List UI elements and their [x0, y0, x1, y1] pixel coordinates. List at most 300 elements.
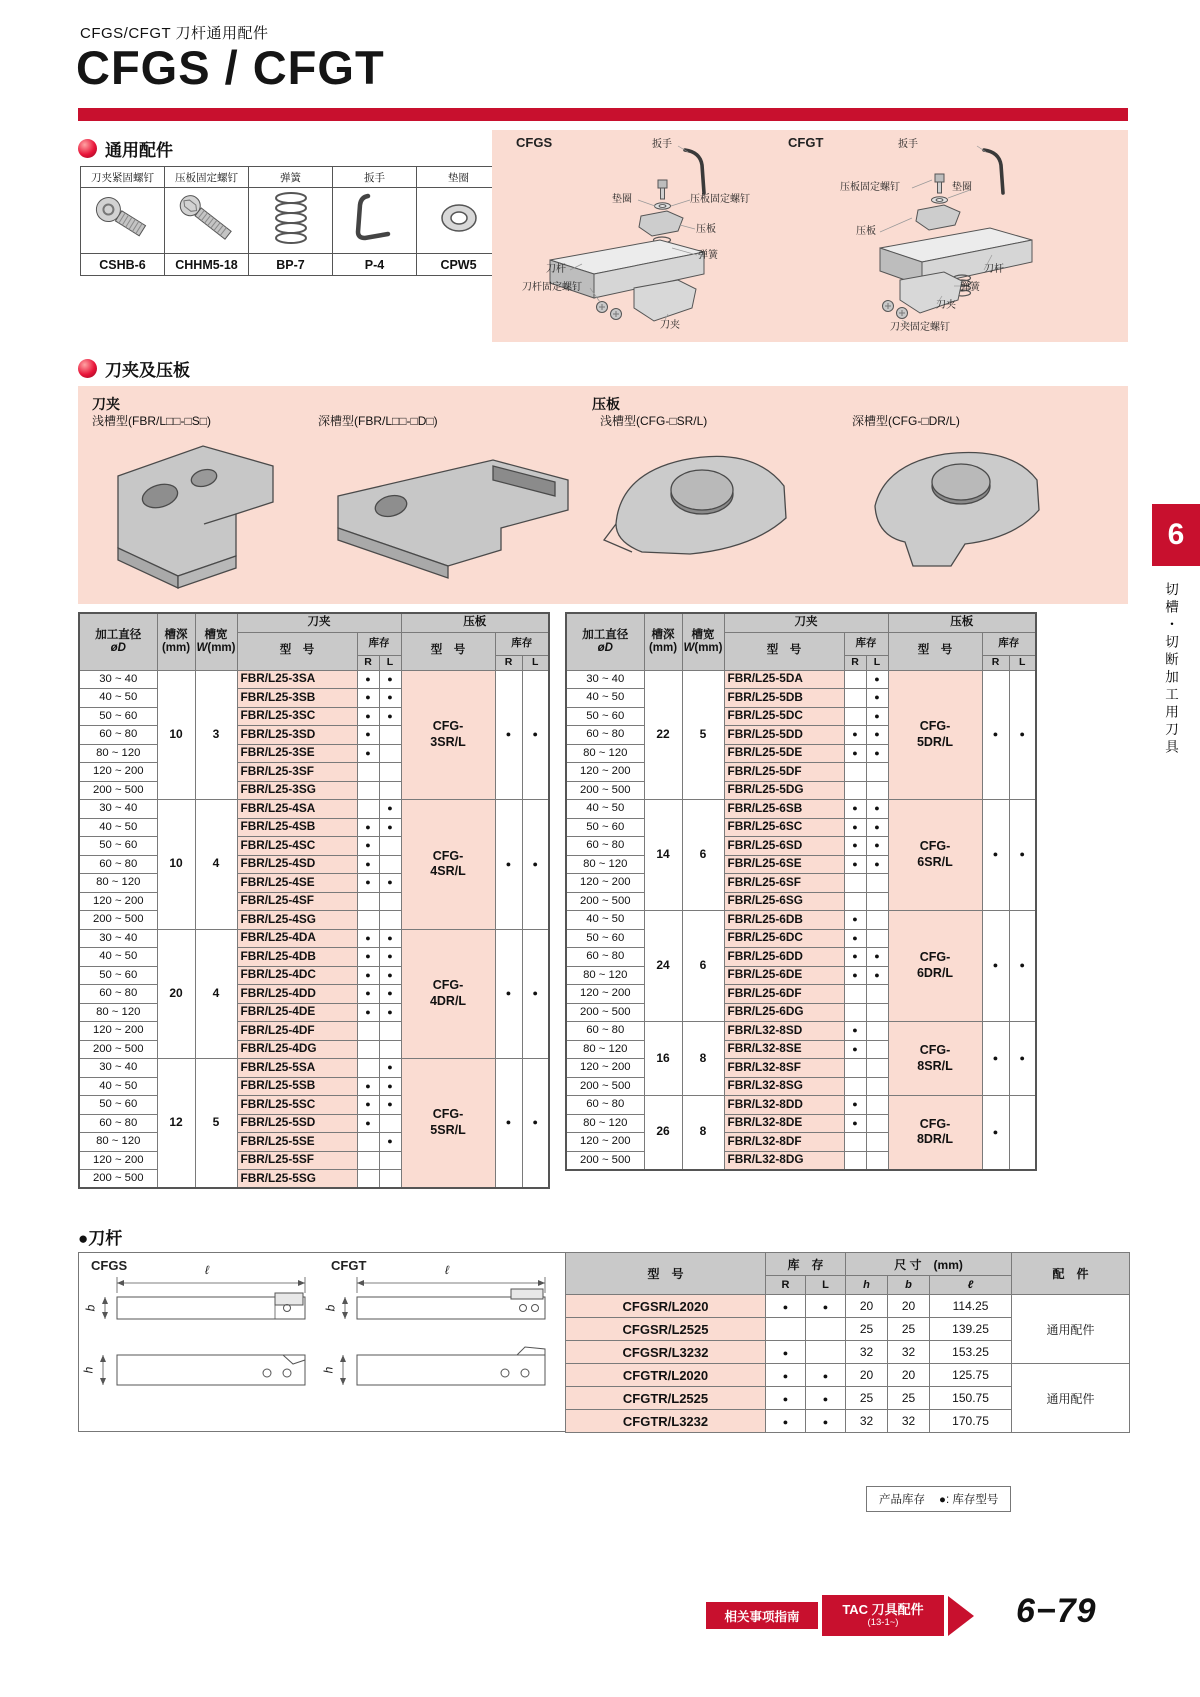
claw-stock-l — [866, 911, 888, 930]
plate-shallow-drawing — [604, 456, 786, 554]
claw-stock-r — [844, 763, 866, 782]
col-plate-stock: 库存 — [495, 632, 549, 655]
plate-deep-label: 深槽型(CFG-□DR/L) — [852, 414, 960, 428]
stock-dot: ● — [387, 1062, 393, 1073]
claw-stock-l — [379, 966, 401, 985]
stock-dot: ● — [782, 1302, 789, 1312]
claw-deep-label: 深槽型(FBR/L□□-□D□) — [318, 414, 438, 428]
claw-stock-r — [357, 1022, 379, 1041]
claw-stock-r — [357, 837, 379, 856]
groove-depth: 20 — [157, 929, 195, 1059]
stock-dot: ● — [852, 840, 858, 851]
plate-stock-r — [495, 929, 522, 1059]
section-claw-plate — [78, 356, 190, 381]
claw-stock-r — [357, 781, 379, 800]
section-claw-plate-title: 刀夹及压板 — [105, 361, 190, 380]
stock-dot: ● — [365, 747, 371, 758]
diameter-range: 200 ~ 500 — [566, 781, 644, 800]
claw-model: FBR/L25-4DD — [237, 985, 357, 1004]
col-claw: 刀夹 — [237, 613, 401, 632]
claw-stock-l — [379, 781, 401, 800]
col-plate: 压板 — [888, 613, 1036, 632]
claw-stock-l — [866, 892, 888, 911]
col-plate-model: 型 号 — [888, 632, 982, 670]
claw-stock-l — [866, 1059, 888, 1078]
holder-dim-h: 20 — [846, 1295, 888, 1318]
callout-cfgt-spring: 弹簧 — [960, 282, 980, 293]
page-title: CFGS / CFGT — [76, 41, 385, 94]
plate-stock-l — [522, 1059, 549, 1189]
plate-stock-l — [1009, 670, 1036, 800]
stock-dot: ● — [365, 1099, 371, 1110]
stock-dot: ● — [387, 673, 393, 684]
stock-dot: ● — [874, 969, 880, 980]
claw-model: FBR/L25-6SD — [724, 837, 844, 856]
claw-stock-l — [379, 948, 401, 967]
col-depth: 槽深 (mm) — [644, 613, 682, 670]
holder-drawings — [79, 1253, 565, 1431]
stock-dot: ● — [532, 988, 538, 999]
claw-model: FBR/L25-6DE — [724, 966, 844, 985]
claw-model: FBR/L25-5SA — [237, 1059, 357, 1078]
claw-stock-l — [866, 837, 888, 856]
accessory-model: CSHB-6 — [81, 254, 165, 276]
holder-dim-len: 170.75 — [930, 1410, 1012, 1433]
claw-stock-r — [357, 1059, 379, 1078]
callout-cfgs-holder: 刀杆 — [546, 264, 566, 275]
claw-stock-r — [844, 929, 866, 948]
claw-stock-r — [357, 966, 379, 985]
groove-width: 8 — [682, 1096, 724, 1170]
holder-row — [566, 1295, 1130, 1318]
plate-stock-l — [522, 800, 549, 930]
accessory-name-row — [81, 167, 501, 188]
holder-dim-h: 32 — [846, 1341, 888, 1364]
stock-dot: ● — [852, 969, 858, 980]
claw-model: FBR/L32-8SD — [724, 1022, 844, 1041]
claw-stock-r — [844, 670, 866, 689]
claw-stock-r — [844, 707, 866, 726]
col-r: R — [357, 655, 379, 670]
holder-col-len: ℓ — [930, 1276, 1012, 1295]
plate-stock-r — [495, 1059, 522, 1189]
claw-stock-l — [379, 689, 401, 708]
claw-model: FBR/L25-6SB — [724, 800, 844, 819]
diameter-range: 40 ~ 50 — [79, 948, 157, 967]
claw-stock-r — [844, 966, 866, 985]
claw-stock-l — [379, 800, 401, 819]
plate-stock-r — [495, 800, 522, 930]
diameter-range: 50 ~ 60 — [566, 929, 644, 948]
groove-width: 5 — [682, 670, 724, 800]
hex-screw-icon — [165, 188, 249, 254]
claw-model: FBR/L25-6DF — [724, 985, 844, 1004]
claw-stock-r — [357, 1133, 379, 1152]
diameter-range: 60 ~ 80 — [566, 837, 644, 856]
claw-stock-l — [379, 892, 401, 911]
holder-stock-r — [766, 1318, 806, 1341]
claw-stock-r — [844, 1022, 866, 1041]
claw-model: FBR/L25-6SG — [724, 892, 844, 911]
claw-stock-l — [379, 1059, 401, 1078]
stock-dot: ● — [365, 951, 371, 962]
diameter-range: 40 ~ 50 — [79, 818, 157, 837]
holder-col-b: b — [888, 1276, 930, 1295]
claw-stock-r — [844, 855, 866, 874]
holder-model: CFGTR/L2020 — [566, 1364, 766, 1387]
holder-dim-len: 150.75 — [930, 1387, 1012, 1410]
stock-dot: ● — [505, 858, 512, 869]
diameter-range: 50 ~ 60 — [566, 707, 644, 726]
plate-stock-l — [522, 670, 549, 800]
claw-model: FBR/L25-3SG — [237, 781, 357, 800]
claw-stock-l — [379, 1077, 401, 1096]
accessory-model: CPW5 — [417, 254, 501, 276]
holder-stock-r — [766, 1364, 806, 1387]
cfgt-holder-icon — [880, 228, 1032, 286]
stock-dot: ● — [505, 1117, 512, 1128]
claw-stock-r — [844, 1151, 866, 1170]
claw-stock-l — [379, 1022, 401, 1041]
diameter-range: 120 ~ 200 — [79, 892, 157, 911]
plate-deep-drawing — [875, 452, 1039, 566]
stock-dot: ● — [387, 692, 393, 703]
section-holders-title: ●刀杆 — [78, 1229, 123, 1248]
cfgt-plate-icon — [916, 205, 960, 230]
claw-model: FBR/L25-6DD — [724, 948, 844, 967]
claw-stock-r — [357, 726, 379, 745]
accessory-model: P-4 — [333, 254, 417, 276]
claw-stock-l — [866, 966, 888, 985]
dim-b-cfgt: b — [323, 1304, 338, 1312]
groove-depth: 14 — [644, 800, 682, 911]
callout-cfgs-claw: 刀夹 — [660, 320, 680, 331]
page-number: 6−79 — [1016, 1592, 1097, 1630]
callout-cfgt-claw: 刀夹 — [936, 300, 956, 311]
col-claw-stock: 库存 — [844, 632, 888, 655]
claw-stock-l — [866, 874, 888, 893]
stock-dot: ● — [387, 969, 393, 980]
plate-stock-r — [982, 911, 1009, 1022]
holder-col-acc: 配 件 — [1012, 1253, 1130, 1295]
holder-dim-len: 139.25 — [930, 1318, 1012, 1341]
col-diameter: 加工直径 øD — [79, 613, 157, 670]
claw-stock-r — [844, 985, 866, 1004]
callout-cfgs-plate-screw: 压板固定螺钉 — [690, 194, 750, 205]
stock-dot: ● — [387, 951, 393, 962]
dim-l-cfgt: ℓ — [445, 1263, 449, 1277]
stock-dot: ● — [822, 1394, 829, 1404]
stock-dot: ● — [852, 1025, 858, 1036]
plate-stock-r — [982, 800, 1009, 911]
plate-shallow-label: 浅槽型(CFG-□SR/L) — [600, 414, 708, 428]
claw-model: FBR/L25-4SE — [237, 874, 357, 893]
claw-stock-r — [357, 985, 379, 1004]
diameter-range: 80 ~ 120 — [566, 744, 644, 763]
plate-stock-r — [495, 670, 522, 800]
plate-stock-l — [1009, 1096, 1036, 1170]
claw-stock-l — [866, 1040, 888, 1059]
claw-model: FBR/L25-4SC — [237, 837, 357, 856]
col-r: R — [844, 655, 866, 670]
diameter-range: 200 ~ 500 — [79, 911, 157, 930]
diameter-range: 120 ~ 200 — [566, 874, 644, 893]
claw-model: FBR/L25-6DB — [724, 911, 844, 930]
stock-dot: ● — [365, 673, 371, 684]
stock-dot: ● — [387, 710, 393, 721]
stock-dot: ● — [387, 1006, 393, 1017]
groove-width: 4 — [195, 929, 237, 1059]
claw-stock-l — [866, 1133, 888, 1152]
tac-sub: (13-1~) — [867, 1616, 899, 1628]
holder-stock-r — [766, 1341, 806, 1364]
stock-dot: ● — [387, 1136, 393, 1147]
claw-model: FBR/L25-6SE — [724, 855, 844, 874]
claw-model: FBR/L25-6DG — [724, 1003, 844, 1022]
claw-stock-r — [844, 1114, 866, 1133]
plate-stock-r — [982, 1096, 1009, 1170]
col-claw: 刀夹 — [724, 613, 888, 632]
holder-stock-l — [806, 1318, 846, 1341]
accessory-model: CHHM5-18 — [165, 254, 249, 276]
stock-dot: ● — [782, 1417, 789, 1427]
stock-dot: ● — [852, 1117, 858, 1128]
diameter-range: 120 ~ 200 — [566, 763, 644, 782]
diameter-range: 30 ~ 40 — [566, 670, 644, 689]
stock-dot: ● — [874, 729, 880, 740]
claw-stock-l — [866, 1077, 888, 1096]
diameter-range: 200 ~ 500 — [566, 1077, 644, 1096]
stock-dot: ● — [874, 692, 880, 703]
claw-stock-l — [379, 763, 401, 782]
plate-stock-l — [1009, 1022, 1036, 1096]
holder-table — [565, 1252, 1130, 1433]
chapter-tab — [1152, 504, 1200, 566]
claw-stock-r — [844, 726, 866, 745]
holder-col-r: R — [766, 1276, 806, 1295]
spec-row — [566, 1022, 1036, 1041]
stock-dot: ● — [852, 858, 858, 869]
diameter-range: 30 ~ 40 — [79, 670, 157, 689]
col-plate-model: 型 号 — [401, 632, 495, 670]
accessory-name: 刀夹紧固螺钉 — [81, 167, 165, 188]
plate-model: CFG- 3SR/L — [401, 670, 495, 800]
claw-stock-r — [844, 1096, 866, 1115]
stock-note — [866, 1486, 1011, 1512]
claw-group-title: 刀夹 — [92, 396, 120, 412]
diameter-range: 60 ~ 80 — [566, 726, 644, 745]
groove-width: 6 — [682, 800, 724, 911]
holder-model: CFGSR/L2525 — [566, 1318, 766, 1341]
claw-stock-r — [844, 1133, 866, 1152]
spec-row — [79, 929, 549, 948]
claw-stock-r — [357, 929, 379, 948]
accessory-name: 弹簧 — [249, 167, 333, 188]
stock-dot: ● — [387, 821, 393, 832]
diameter-range: 40 ~ 50 — [566, 689, 644, 708]
diameter-range: 40 ~ 50 — [79, 689, 157, 708]
claw-model: FBR/L32-8SG — [724, 1077, 844, 1096]
diameter-range: 50 ~ 60 — [79, 1096, 157, 1115]
stock-dot: ● — [1019, 849, 1025, 860]
plate-model: CFG- 8SR/L — [888, 1022, 982, 1096]
stock-dot: ● — [365, 710, 371, 721]
diameter-range: 80 ~ 120 — [566, 966, 644, 985]
related-guide-label: 相关事项指南 — [724, 1609, 800, 1624]
stock-dot: ● — [387, 1080, 393, 1091]
holder-dim-h: 32 — [846, 1410, 888, 1433]
claw-stock-r — [357, 800, 379, 819]
stock-dot: ● — [852, 951, 858, 962]
diameter-range: 30 ~ 40 — [79, 929, 157, 948]
cfgt-washer-icon — [932, 197, 948, 203]
stock-dot: ● — [874, 710, 880, 721]
arrow-right-icon — [948, 1596, 974, 1636]
claw-stock-l — [866, 1151, 888, 1170]
holder-dim-b: 32 — [888, 1341, 930, 1364]
holder-dim-h: 25 — [846, 1318, 888, 1341]
claw-stock-l — [379, 837, 401, 856]
wrench-icon — [334, 188, 416, 248]
accessory-image-row — [81, 188, 501, 254]
diameter-range: 60 ~ 80 — [566, 948, 644, 967]
claw-stock-r — [844, 948, 866, 967]
claw-model: FBR/L25-4SD — [237, 855, 357, 874]
claw-model: FBR/L25-3SF — [237, 763, 357, 782]
holder-row — [566, 1364, 1130, 1387]
spec-row — [79, 1059, 549, 1078]
stock-dot: ● — [874, 858, 880, 869]
claw-stock-l — [379, 929, 401, 948]
claw-stock-r — [844, 781, 866, 800]
claw-stock-r — [357, 707, 379, 726]
section-bullet-icon — [78, 139, 97, 158]
stock-dot: ● — [365, 1080, 371, 1091]
claw-stock-l — [379, 855, 401, 874]
diameter-range: 120 ~ 200 — [566, 1059, 644, 1078]
groove-width: 5 — [195, 1059, 237, 1189]
claw-model: FBR/L25-5SF — [237, 1151, 357, 1170]
callout-cfgt-claw-screw: 刀夹固定螺钉 — [890, 322, 950, 333]
holder-model: CFGTR/L3232 — [566, 1410, 766, 1433]
diameter-range: 60 ~ 80 — [566, 1096, 644, 1115]
stock-dot: ● — [874, 840, 880, 851]
claw-stock-l — [379, 707, 401, 726]
section-accessories — [78, 136, 173, 161]
stock-dot: ● — [874, 747, 880, 758]
col-width: 槽宽 W(mm) — [682, 613, 724, 670]
claw-stock-r — [357, 670, 379, 689]
plate-model: CFG- 6SR/L — [888, 800, 982, 911]
spring-icon — [249, 188, 333, 254]
col-depth: 槽深 (mm) — [157, 613, 195, 670]
stock-dot: ● — [365, 969, 371, 980]
chapter-vertical-title: 切槽・切断加工用刀具 — [1163, 582, 1178, 757]
groove-depth: 22 — [644, 670, 682, 800]
holder-dim-b: 20 — [888, 1364, 930, 1387]
stock-dot: ● — [852, 729, 858, 740]
groove-depth: 24 — [644, 911, 682, 1022]
claw-stock-l — [866, 985, 888, 1004]
claw-stock-l — [379, 744, 401, 763]
claw-stock-r — [357, 689, 379, 708]
claw-stock-l — [866, 948, 888, 967]
cfgs-holder-screws-icon — [597, 302, 622, 320]
plate-stock-l — [1009, 800, 1036, 911]
claw-stock-r — [357, 1096, 379, 1115]
stock-dot: ● — [782, 1371, 789, 1381]
holder-cfgt-label: CFGT — [331, 1258, 367, 1273]
stock-dot: ● — [505, 729, 512, 740]
claw-stock-r — [357, 1003, 379, 1022]
stock-dot: ● — [365, 988, 371, 999]
claw-stock-l — [379, 1133, 401, 1152]
claw-stock-r — [844, 837, 866, 856]
claw-stock-r — [357, 1114, 379, 1133]
dim-l-cfgs: ℓ — [205, 1263, 209, 1277]
claw-model: FBR/L25-5DG — [724, 781, 844, 800]
diameter-range: 50 ~ 60 — [79, 707, 157, 726]
tac-accessory-box — [822, 1595, 944, 1636]
cfgs-plate-icon — [639, 211, 683, 236]
claw-stock-l — [866, 1022, 888, 1041]
stock-note-legend: ●: 库存型号 — [939, 1494, 999, 1506]
diameter-range: 40 ~ 50 — [566, 911, 644, 930]
spec-table-right — [565, 612, 1037, 1171]
claw-model: FBR/L32-8DF — [724, 1133, 844, 1152]
cfgs-plate-screw-icon — [658, 180, 667, 199]
exploded-diagram-panel — [492, 130, 1128, 342]
stock-dot: ● — [852, 803, 858, 814]
claw-stock-r — [357, 744, 379, 763]
claw-model: FBR/L25-4DG — [237, 1040, 357, 1059]
dim-h-cfgt: h — [321, 1366, 336, 1374]
stock-dot: ● — [822, 1302, 829, 1312]
diameter-range: 120 ~ 200 — [79, 763, 157, 782]
claw-stock-r — [844, 744, 866, 763]
plate-model: CFG- 4DR/L — [401, 929, 495, 1059]
claw-model: FBR/L32-8DE — [724, 1114, 844, 1133]
plate-stock-r — [982, 1022, 1009, 1096]
holder-stock-l — [806, 1295, 846, 1318]
col-r: R — [982, 655, 1009, 670]
claw-model: FBR/L25-4DC — [237, 966, 357, 985]
col-l: L — [522, 655, 549, 670]
claw-stock-r — [844, 800, 866, 819]
claw-stock-l — [379, 1151, 401, 1170]
diameter-range: 50 ~ 60 — [79, 966, 157, 985]
diameter-range: 40 ~ 50 — [566, 800, 644, 819]
claw-stock-l — [866, 726, 888, 745]
cfgt-wrench-icon — [984, 150, 1003, 193]
claw-model: FBR/L25-4DE — [237, 1003, 357, 1022]
callout-cfgt-plate: 压板 — [856, 226, 876, 237]
claw-model: FBR/L25-4DA — [237, 929, 357, 948]
claw-stock-r — [357, 818, 379, 837]
cfgt-claw-screws-icon — [883, 301, 908, 319]
claw-stock-l — [866, 800, 888, 819]
claw-stock-r — [844, 892, 866, 911]
spec-table-left — [78, 612, 550, 1189]
claw-model: FBR/L25-5DA — [724, 670, 844, 689]
claw-deep-drawing — [338, 460, 568, 578]
callout-cfgt-holder: 刀杆 — [984, 264, 1004, 275]
spec-row — [79, 800, 549, 819]
torx-screw-icon — [82, 188, 164, 248]
claw-model: FBR/L25-3SE — [237, 744, 357, 763]
claw-model: FBR/L32-8SF — [724, 1059, 844, 1078]
holder-dim-len: 114.25 — [930, 1295, 1012, 1318]
